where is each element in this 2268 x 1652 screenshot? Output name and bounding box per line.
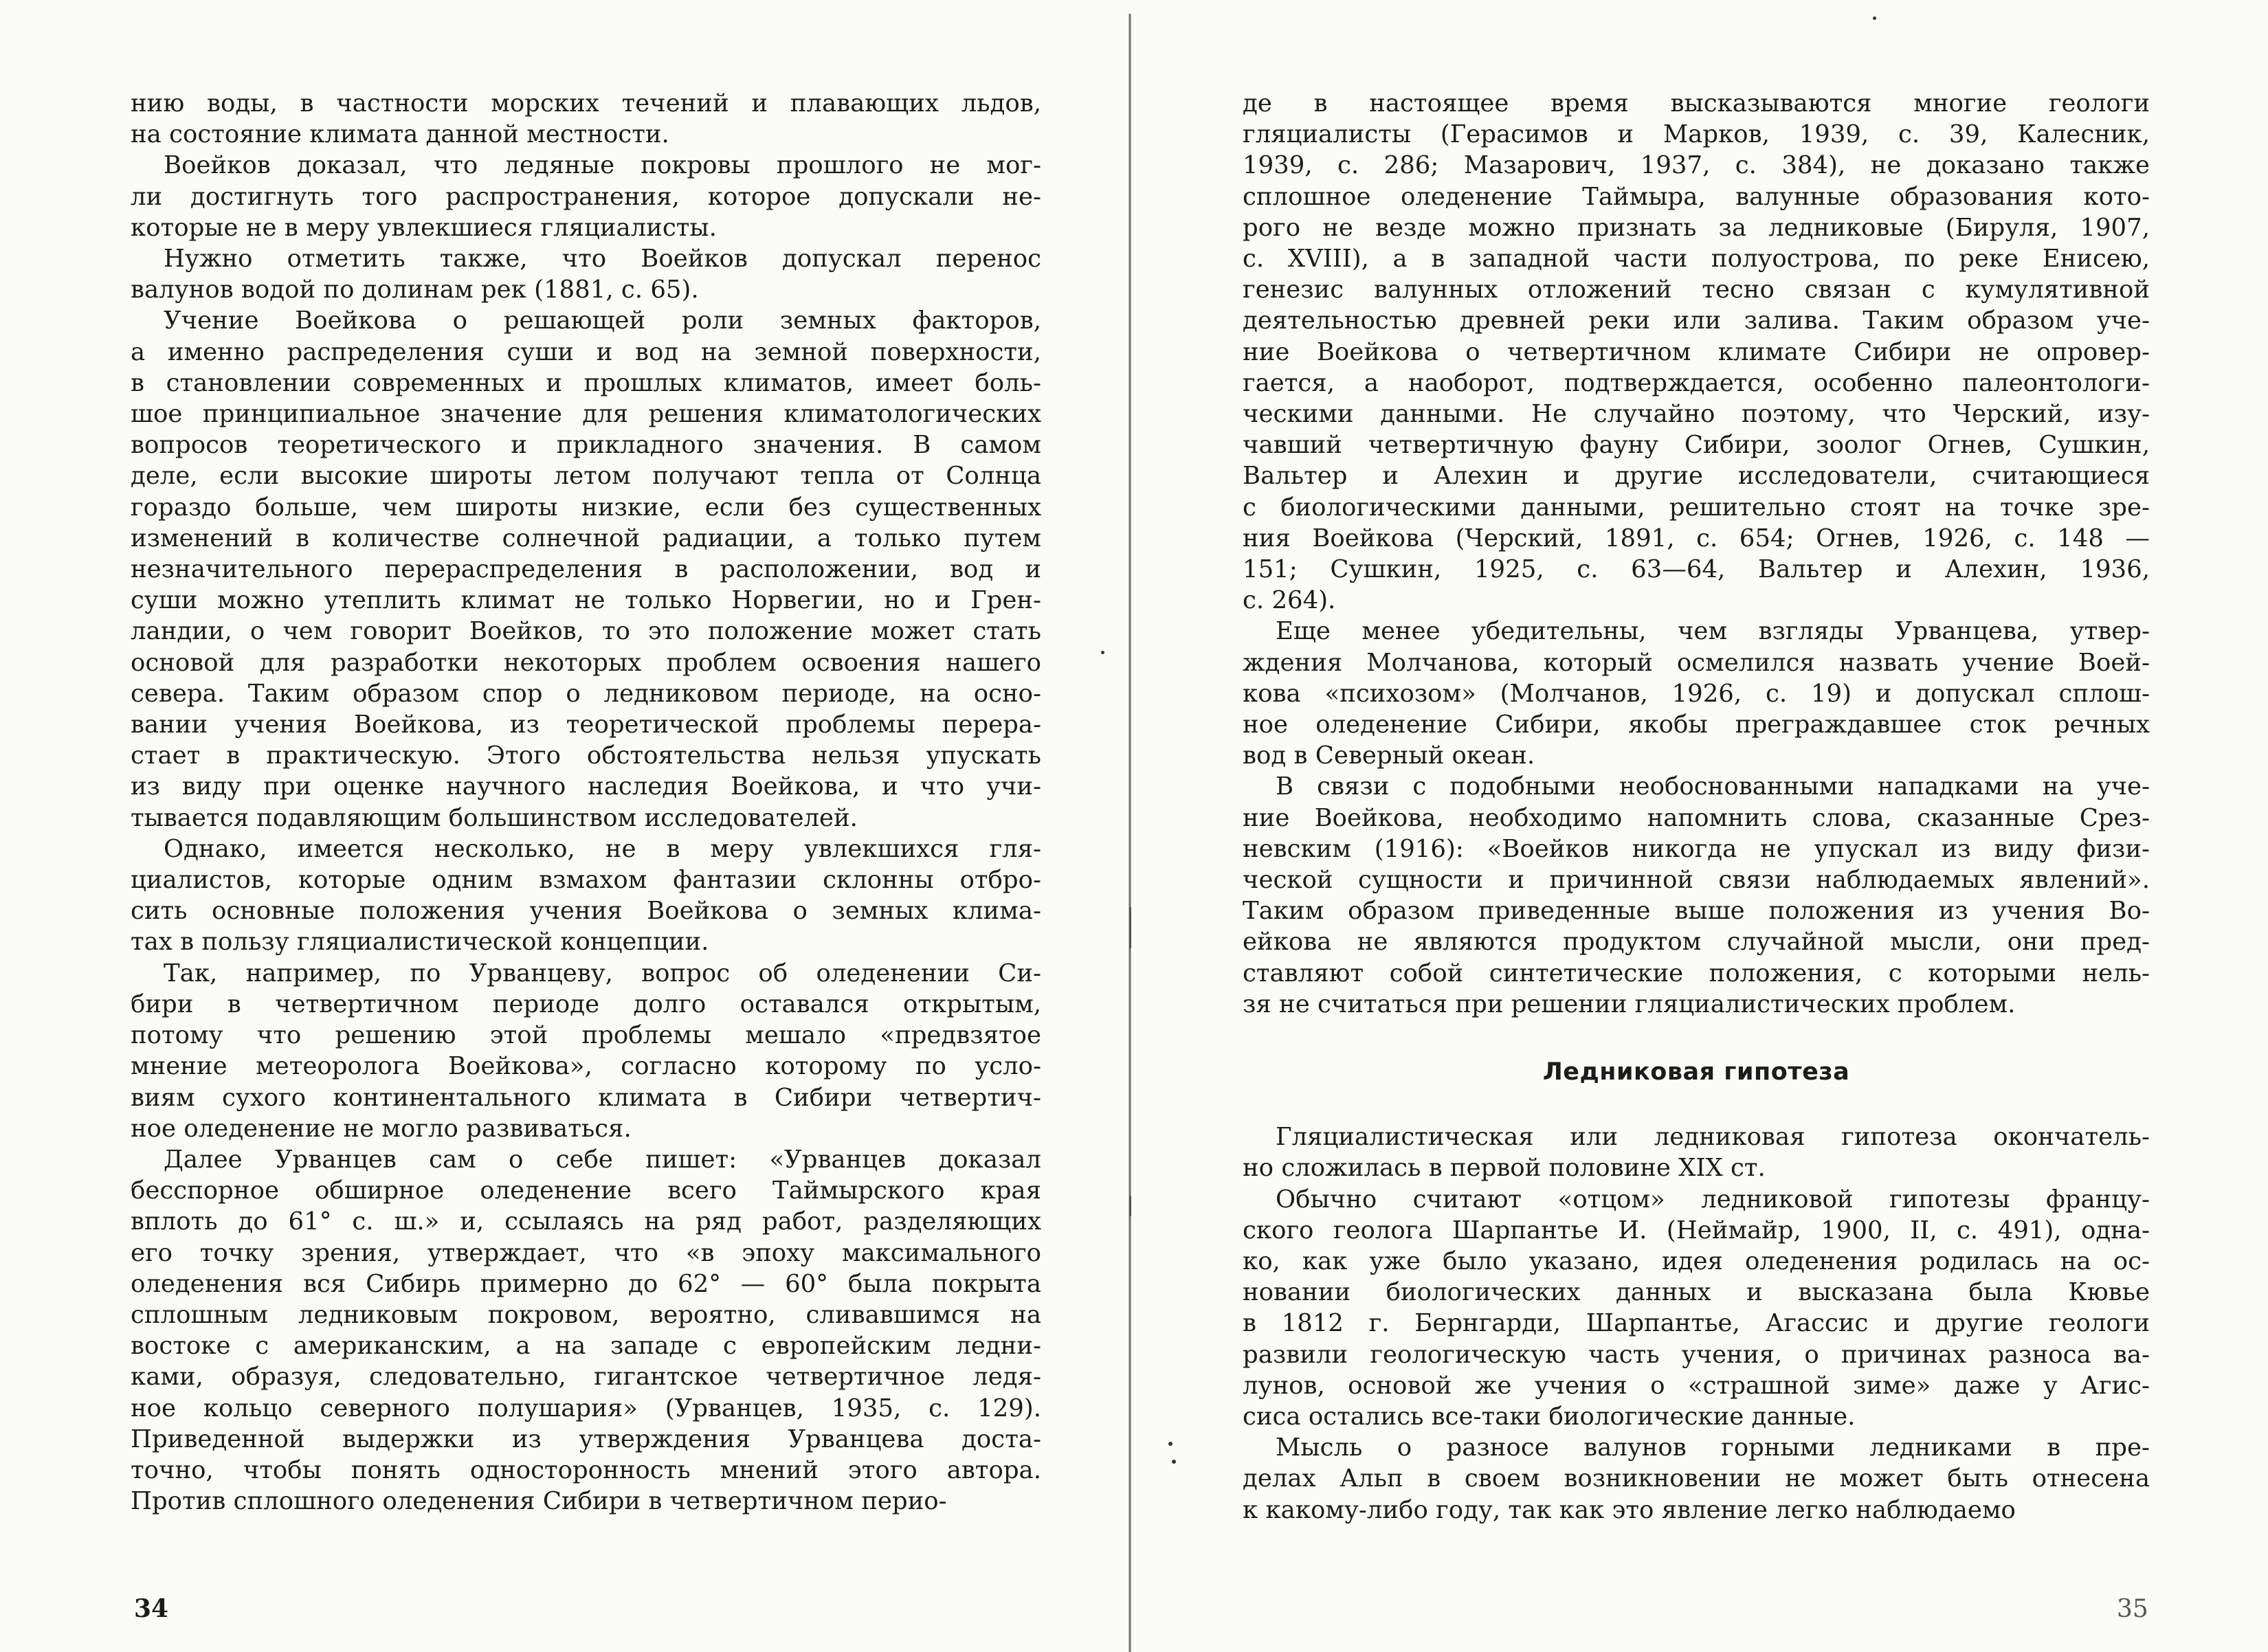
- text-line: невским (1916): «Воейков никогда не упускал из виду физи-: [1243, 834, 2150, 863]
- text-line: ставляют собой синтетические положения, с которыми нель-: [1243, 959, 2150, 987]
- text-line: Воейков доказал, что ледяные покровы прошлого не мог-: [164, 151, 1041, 180]
- text-line: в становлении современных и прошлых климатов, имеет боль-: [131, 368, 1041, 397]
- text-line: развили геологическую часть учения, о причинах разноса ва-: [1243, 1340, 2150, 1369]
- text-line: в 1812 г. Бернгарди, Шарпантье, Агассис и другие геологи: [1243, 1309, 2150, 1338]
- text-line: сплошное оледенение Таймыра, валунные образования кото-: [1243, 182, 2150, 211]
- text-line: генезис валунных отложений тесно связан с кумулятивной: [1243, 276, 2150, 304]
- text-line: его точку зрения, утверждает, что «в эпоху максимального: [131, 1238, 1041, 1267]
- spine-speck: [1129, 907, 1131, 948]
- text-line: делах Альп в своем возникновении не может быть отнесена: [1243, 1464, 2150, 1493]
- text-line: Против сплошного оледенения Сибири в четвертичном перио-: [131, 1487, 947, 1516]
- text-line: шое принципиальное значение для решения климатологических: [131, 400, 1041, 429]
- text-line: В связи с подобными необоснованными нападками на уче-: [1276, 772, 2150, 801]
- text-line: суши можно утеплить климат не только Норвегии, но и Грен-: [131, 586, 1041, 615]
- text-line: вплоть до 61° с. ш.» и, ссылаясь на ряд работ, разделяющих: [131, 1207, 1041, 1236]
- text-line: ского геолога Шарпантье И. (Неймайр, 1900, II, с. 491), одна-: [1243, 1216, 2150, 1244]
- text-line: гается, а наоборот, подтверждается, особенно палеонтологи-: [1243, 368, 2150, 397]
- text-line: лунов, основой же учения о «страшной зиме» даже у Агис-: [1243, 1371, 2150, 1400]
- text-line: Таким образом приведенные выше положения из учения Во-: [1243, 897, 2150, 926]
- right-paragraphs-after: [1243, 1121, 2150, 1526]
- paragraph: [131, 305, 1041, 833]
- text-line: на состояние климата данной местности.: [131, 120, 669, 149]
- text-line: из виду при оценке научного наследия Воейкова, и что учи-: [131, 772, 1041, 801]
- text-line: стает в практическую. Этого обстоятельства нельзя упускать: [131, 741, 1041, 770]
- text-line: ждения Молчанова, который осмелился назвать учение Воей-: [1243, 648, 2150, 677]
- text-line: тах в пользу гляциалистической концепции.: [131, 928, 709, 957]
- paragraph: [131, 150, 1041, 243]
- text-line: с. 264).: [1243, 586, 1336, 615]
- text-line: де в настоящее время высказываются многие геологи: [1243, 89, 2150, 118]
- text-line: ками, образуя, следовательно, гигантское четвертичное ледя-: [131, 1363, 1041, 1392]
- text-line: которые не в меру увлекшиеся гляциалисты.: [131, 213, 717, 242]
- text-line: ческими данными. Не случайно поэтому, что Черский, изу-: [1243, 400, 2150, 429]
- paragraph: [1243, 1432, 2150, 1526]
- paragraph: [131, 88, 1041, 150]
- text-line: нию воды, в частности морских течений и плавающих льдов,: [131, 89, 1041, 118]
- text-line: рого не везде можно признать за ледниковые (Бируля, 1907,: [1243, 213, 2150, 242]
- text-line: Еще менее убедительны, чем взгляды Урванцева, утвер-: [1276, 617, 2150, 646]
- paragraph: [1243, 1184, 2150, 1433]
- text-line: деятельностью древней реки или залива. Таким образом уче-: [1243, 306, 2150, 335]
- text-line: Нужно отметить также, что Воейков допускал перенос: [164, 245, 1041, 274]
- text-line: ческой сущности и причинной связи наблюдаемых явлений».: [1243, 866, 2150, 895]
- paragraph: [131, 958, 1041, 1144]
- text-line: Однако, имеется несколько, не в меру увлекшихся гля-: [164, 834, 1041, 863]
- text-line: сиса остались все-таки биологические данные.: [1243, 1402, 1856, 1431]
- book-spine-fold: [1129, 14, 1131, 1652]
- text-line: основой для разработки некоторых проблем освоения нашего: [131, 648, 1041, 677]
- text-line: виям сухого континентального климата в Сибири четвертич-: [131, 1083, 1041, 1112]
- text-line: Гляциалистическая или ледниковая гипотеза окончатель-: [1276, 1123, 2150, 1152]
- text-line: бири в четвертичном периоде долго оставался открытым,: [131, 990, 1041, 1018]
- text-line: востоке с американским, а на западе с европейским ледни-: [131, 1332, 1041, 1361]
- text-line: ное оледенение Сибири, якобы преграждавшее сток речных: [1243, 711, 2150, 739]
- text-line: ния Воейкова (Черский, 1891, с. 654; Огнев, 1926, с. 148 —: [1243, 524, 2150, 552]
- text-line: сплошным ледниковым покровом, вероятно, сливавшимся на: [131, 1300, 1041, 1329]
- text-line: 1939, с. 286; Мазарович, 1937, с. 384), не доказано также: [1243, 151, 2150, 180]
- text-line: Обычно считают «отцом» ледниковой гипотезы францу-: [1276, 1185, 2150, 1214]
- text-line: оледенения вся Сибирь примерно до 62° — 60° была покрыта: [131, 1269, 1041, 1298]
- text-line: сить основные положения учения Воейкова о земных клима-: [131, 897, 1041, 926]
- text-line: Приведенной выдержки из утверждения Урванцева доста-: [131, 1425, 1041, 1453]
- text-line: зя не считаться при решении гляциалистических проблем.: [1243, 990, 2016, 1018]
- text-line: ние Воейкова, необходимо напомнить слова, сказанные Срез-: [1243, 803, 2150, 832]
- text-line: Учение Воейкова о решающей роли земных факторов,: [164, 306, 1041, 335]
- text-line: 151; Сушкин, 1925, с. 63—64, Вальтер и Алехин, 1936,: [1243, 555, 2150, 584]
- text-line: незначительного перераспределения в расположении, вод и: [131, 555, 1041, 584]
- paragraph: [131, 243, 1041, 305]
- paragraph: [1243, 616, 2150, 771]
- text-line: кова «психозом» (Молчанов, 1926, с. 19) и допускал сплош-: [1243, 679, 2150, 708]
- text-line: к какому-либо году, так как это явление легко наблюдаемо: [1243, 1495, 2016, 1524]
- text-line: гляциалисты (Герасимов и Марков, 1939, с. 39, Калесник,: [1243, 120, 2150, 149]
- text-line: новании биологических данных и высказана была Кювье: [1243, 1278, 2150, 1307]
- text-line: Вальтер и Алехин и другие исследователи, считающиеся: [1243, 462, 2150, 491]
- text-line: с биологическими данными, решительно стоят на точке зре-: [1243, 493, 2150, 522]
- paragraph: [1243, 1121, 2150, 1183]
- text-line: ное оледенение не могло развиваться.: [131, 1114, 632, 1143]
- text-line: потому что решению этой проблемы мешало «предвзятое: [131, 1021, 1041, 1050]
- text-line: с. XVIII), а в западной части полуострова, по реке Енисею,: [1243, 245, 2150, 274]
- text-line: ко, как уже было указано, идея оледенения родилась на ос-: [1243, 1247, 2150, 1275]
- text-line: севера. Таким образом спор о ледниковом периоде, на осно-: [131, 679, 1041, 708]
- text-line: ли достигнуть того распространения, которое допускали не-: [131, 182, 1041, 211]
- text-line: вод в Северный океан.: [1243, 741, 1535, 770]
- text-line: ние Воейкова о четвертичном климате Сибири не опровер-: [1243, 337, 2150, 366]
- text-line: валунов водой по долинам рек (1881, с. 65).: [131, 276, 699, 304]
- text-line: Мысль о разносе валунов горными ледниками в пре-: [1276, 1433, 2150, 1462]
- paragraph: [131, 834, 1041, 958]
- text-line: гораздо больше, чем широты низкие, если без существенных: [131, 493, 1041, 522]
- right-paragraphs-before: [1243, 88, 2150, 1020]
- text-line: вании учения Воейкова, из теоретической проблемы перера-: [131, 711, 1041, 739]
- text-line: изменений в количестве солнечной радиации, а только путем: [131, 524, 1041, 552]
- right-page-text: [1243, 88, 2150, 1526]
- text-line: вопросов теоретического и прикладного значения. В самом: [131, 431, 1041, 460]
- text-line: Далее Урванцев сам о себе пишет: «Урванцев доказал: [164, 1145, 1041, 1174]
- text-line: мнение метеоролога Воейкова», согласно которому по усло-: [131, 1052, 1041, 1081]
- text-line: ное кольцо северного полушария» (Урванцев, 1935, с. 129).: [131, 1394, 1041, 1422]
- left-page-text: [131, 88, 1041, 1517]
- text-line: бесспорное обширное оледенение всего Таймырского края: [131, 1176, 1041, 1205]
- text-line: Так, например, по Урванцеву, вопрос об оледенении Си-: [164, 959, 1041, 987]
- text-line: но сложилась в первой половине XIX ст.: [1243, 1154, 1766, 1183]
- text-line: а именно распределения суши и вод на земной поверхности,: [131, 337, 1041, 366]
- text-line: циалистов, которые одним взмахом фантазии склонны отбро-: [131, 866, 1041, 895]
- section-heading: Ледниковая гипотеза: [1542, 1058, 1850, 1086]
- text-line: ландии, о чем говорит Воейков, то это положение может стать: [131, 617, 1041, 646]
- paragraph: [131, 1144, 1041, 1517]
- text-line: ейкова не являются продуктом случайной мысли, они пред-: [1243, 928, 2150, 957]
- paragraph: [1243, 88, 2150, 616]
- spine-speck: [1129, 1196, 1131, 1216]
- text-line: тывается подавляющим большинством исследователей.: [131, 803, 858, 832]
- text-line: деле, если высокие широты летом получают тепла от Солнца: [131, 462, 1041, 491]
- left-page-number: 34: [134, 1594, 169, 1623]
- left-page: [0, 0, 1127, 1652]
- right-page: [1134, 0, 2268, 1652]
- right-page-number: 35: [2117, 1595, 2148, 1623]
- paragraph: [1243, 771, 2150, 1020]
- text-line: чавший четвертичную фауну Сибири, зоолог Огнев, Сушкин,: [1243, 431, 2150, 460]
- text-line: точно, чтобы понять односторонность мнений этого автора.: [131, 1455, 1041, 1484]
